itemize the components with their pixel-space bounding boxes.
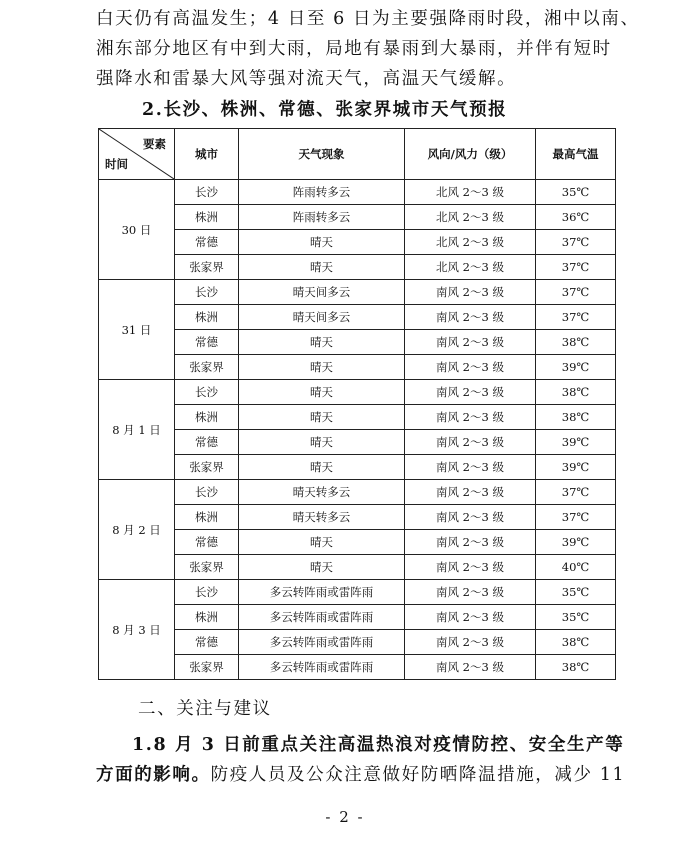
advice-paragraph [96, 730, 626, 790]
temp-cell: 37℃ [536, 305, 616, 330]
table-row [99, 330, 616, 355]
city-cell: 张家界 [175, 355, 239, 380]
city-cell: 长沙 [175, 180, 239, 205]
table-row [99, 355, 616, 380]
city-forecast-table [98, 128, 616, 680]
weather-cell: 晴天 [239, 530, 405, 555]
header-max-temp: 最高气温 [536, 129, 616, 180]
wind-cell: 北风 2～3 级 [405, 205, 536, 230]
date-cell: 8 月 1 日 [99, 380, 175, 480]
wind-cell: 南风 2～3 级 [405, 355, 536, 380]
city-cell: 长沙 [175, 480, 239, 505]
table-row [99, 655, 616, 680]
table-row [99, 630, 616, 655]
section-heading-advice: 二、关注与建议 [138, 699, 272, 719]
temp-cell: 38℃ [536, 630, 616, 655]
wind-cell: 北风 2～3 级 [405, 255, 536, 280]
wind-cell: 南风 2～3 级 [405, 480, 536, 505]
intro-line: 湘东部分地区有中到大雨，局地有暴雨到大暴雨，并伴有短时 [96, 39, 612, 59]
temp-cell: 35℃ [536, 605, 616, 630]
city-cell: 长沙 [175, 580, 239, 605]
wind-cell: 南风 2～3 级 [405, 630, 536, 655]
header-elements-label: 要素 [143, 137, 166, 151]
city-cell: 常德 [175, 430, 239, 455]
city-cell: 长沙 [175, 380, 239, 405]
table-row [99, 255, 616, 280]
temp-cell: 39℃ [536, 355, 616, 380]
temp-cell: 37℃ [536, 505, 616, 530]
advice-line-2 [96, 760, 626, 790]
table-row [99, 380, 616, 405]
advice-bold-tail: 方面的影响。 [96, 765, 211, 785]
wind-cell: 南风 2～3 级 [405, 280, 536, 305]
weather-cell: 晴天转多云 [239, 480, 405, 505]
header-weather: 天气现象 [239, 129, 405, 180]
temp-cell: 35℃ [536, 580, 616, 605]
city-cell: 常德 [175, 530, 239, 555]
wind-cell: 南风 2～3 级 [405, 555, 536, 580]
table-row [99, 430, 616, 455]
weather-cell: 晴天 [239, 405, 405, 430]
city-cell: 株洲 [175, 205, 239, 230]
temp-cell: 38℃ [536, 380, 616, 405]
city-cell: 株洲 [175, 305, 239, 330]
wind-cell: 北风 2～3 级 [405, 230, 536, 255]
wind-cell: 北风 2～3 级 [405, 180, 536, 205]
temp-cell: 38℃ [536, 405, 616, 430]
weather-cell: 阵雨转多云 [239, 205, 405, 230]
wind-cell: 南风 2～3 级 [405, 530, 536, 555]
table-row [99, 405, 616, 430]
weather-cell: 多云转阵雨或雷阵雨 [239, 655, 405, 680]
intro-line: 白天仍有高温发生；4 日至 6 日为主要强降雨时段，湘中以南、 [96, 9, 640, 29]
city-cell: 长沙 [175, 280, 239, 305]
temp-cell: 40℃ [536, 555, 616, 580]
weather-cell: 晴天 [239, 430, 405, 455]
date-cell: 31 日 [99, 280, 175, 380]
table-body [99, 180, 616, 680]
table-row [99, 480, 616, 505]
wind-cell: 南风 2～3 级 [405, 330, 536, 355]
temp-cell: 37℃ [536, 230, 616, 255]
wind-cell: 南风 2～3 级 [405, 405, 536, 430]
weather-cell: 多云转阵雨或雷阵雨 [239, 605, 405, 630]
temp-cell: 39℃ [536, 455, 616, 480]
weather-cell: 晴天 [239, 380, 405, 405]
weather-cell: 晴天间多云 [239, 280, 405, 305]
temp-cell: 38℃ [536, 330, 616, 355]
table-row [99, 205, 616, 230]
weather-cell: 晴天 [239, 355, 405, 380]
city-cell: 株洲 [175, 405, 239, 430]
wind-cell: 南风 2～3 级 [405, 305, 536, 330]
table-row [99, 305, 616, 330]
wind-cell: 南风 2～3 级 [405, 605, 536, 630]
header-time-label: 时间 [105, 157, 128, 171]
table-row [99, 530, 616, 555]
temp-cell: 39℃ [536, 530, 616, 555]
header-wind: 风向/风力（级） [405, 129, 536, 180]
temp-cell: 36℃ [536, 205, 616, 230]
weather-cell: 晴天 [239, 455, 405, 480]
wind-cell: 南风 2～3 级 [405, 380, 536, 405]
table-row [99, 455, 616, 480]
table-row [99, 555, 616, 580]
date-cell: 8 月 2 日 [99, 480, 175, 580]
temp-cell: 37℃ [536, 480, 616, 505]
temp-cell: 37℃ [536, 255, 616, 280]
temp-cell: 39℃ [536, 430, 616, 455]
header-city: 城市 [175, 129, 239, 180]
table-row [99, 580, 616, 605]
section-heading-city-forecast: 2.长沙、株洲、常德、张家界城市天气预报 [142, 100, 508, 120]
city-cell: 常德 [175, 630, 239, 655]
table-row [99, 605, 616, 630]
city-cell: 株洲 [175, 505, 239, 530]
table-row [99, 505, 616, 530]
temp-cell: 38℃ [536, 655, 616, 680]
weather-cell: 晴天间多云 [239, 305, 405, 330]
weather-cell: 晴天 [239, 230, 405, 255]
advice-bold-line: 1.8 月 3 日前重点关注高温热浪对疫情防控、安全生产等 [132, 735, 625, 755]
intro-line: 强降水和雷暴大风等强对流天气，高温天气缓解。 [96, 69, 517, 89]
table-row [99, 230, 616, 255]
wind-cell: 南风 2～3 级 [405, 455, 536, 480]
temp-cell: 37℃ [536, 280, 616, 305]
date-cell: 30 日 [99, 180, 175, 280]
city-cell: 常德 [175, 230, 239, 255]
weather-cell: 多云转阵雨或雷阵雨 [239, 580, 405, 605]
weather-cell: 晴天转多云 [239, 505, 405, 530]
city-cell: 张家界 [175, 555, 239, 580]
weather-cell: 阵雨转多云 [239, 180, 405, 205]
weather-cell: 晴天 [239, 330, 405, 355]
table-row [99, 280, 616, 305]
wind-cell: 南风 2～3 级 [405, 505, 536, 530]
city-cell: 张家界 [175, 655, 239, 680]
advice-rest-text: 防疫人员及公众注意做好防晒降温措施，减少 11 [210, 765, 626, 785]
city-cell: 张家界 [175, 255, 239, 280]
weather-cell: 晴天 [239, 555, 405, 580]
wind-cell: 南风 2～3 级 [405, 580, 536, 605]
weather-cell: 晴天 [239, 255, 405, 280]
weather-cell: 多云转阵雨或雷阵雨 [239, 630, 405, 655]
city-cell: 株洲 [175, 605, 239, 630]
wind-cell: 南风 2～3 级 [405, 655, 536, 680]
wind-cell: 南风 2～3 级 [405, 430, 536, 455]
page-number: - 2 - [325, 808, 365, 826]
diagonal-header-cell [99, 129, 175, 180]
temp-cell: 35℃ [536, 180, 616, 205]
date-cell: 8 月 3 日 [99, 580, 175, 680]
city-cell: 张家界 [175, 455, 239, 480]
table-row [99, 180, 616, 205]
city-cell: 常德 [175, 330, 239, 355]
table-header-row [99, 129, 616, 180]
intro-paragraph [96, 4, 640, 94]
